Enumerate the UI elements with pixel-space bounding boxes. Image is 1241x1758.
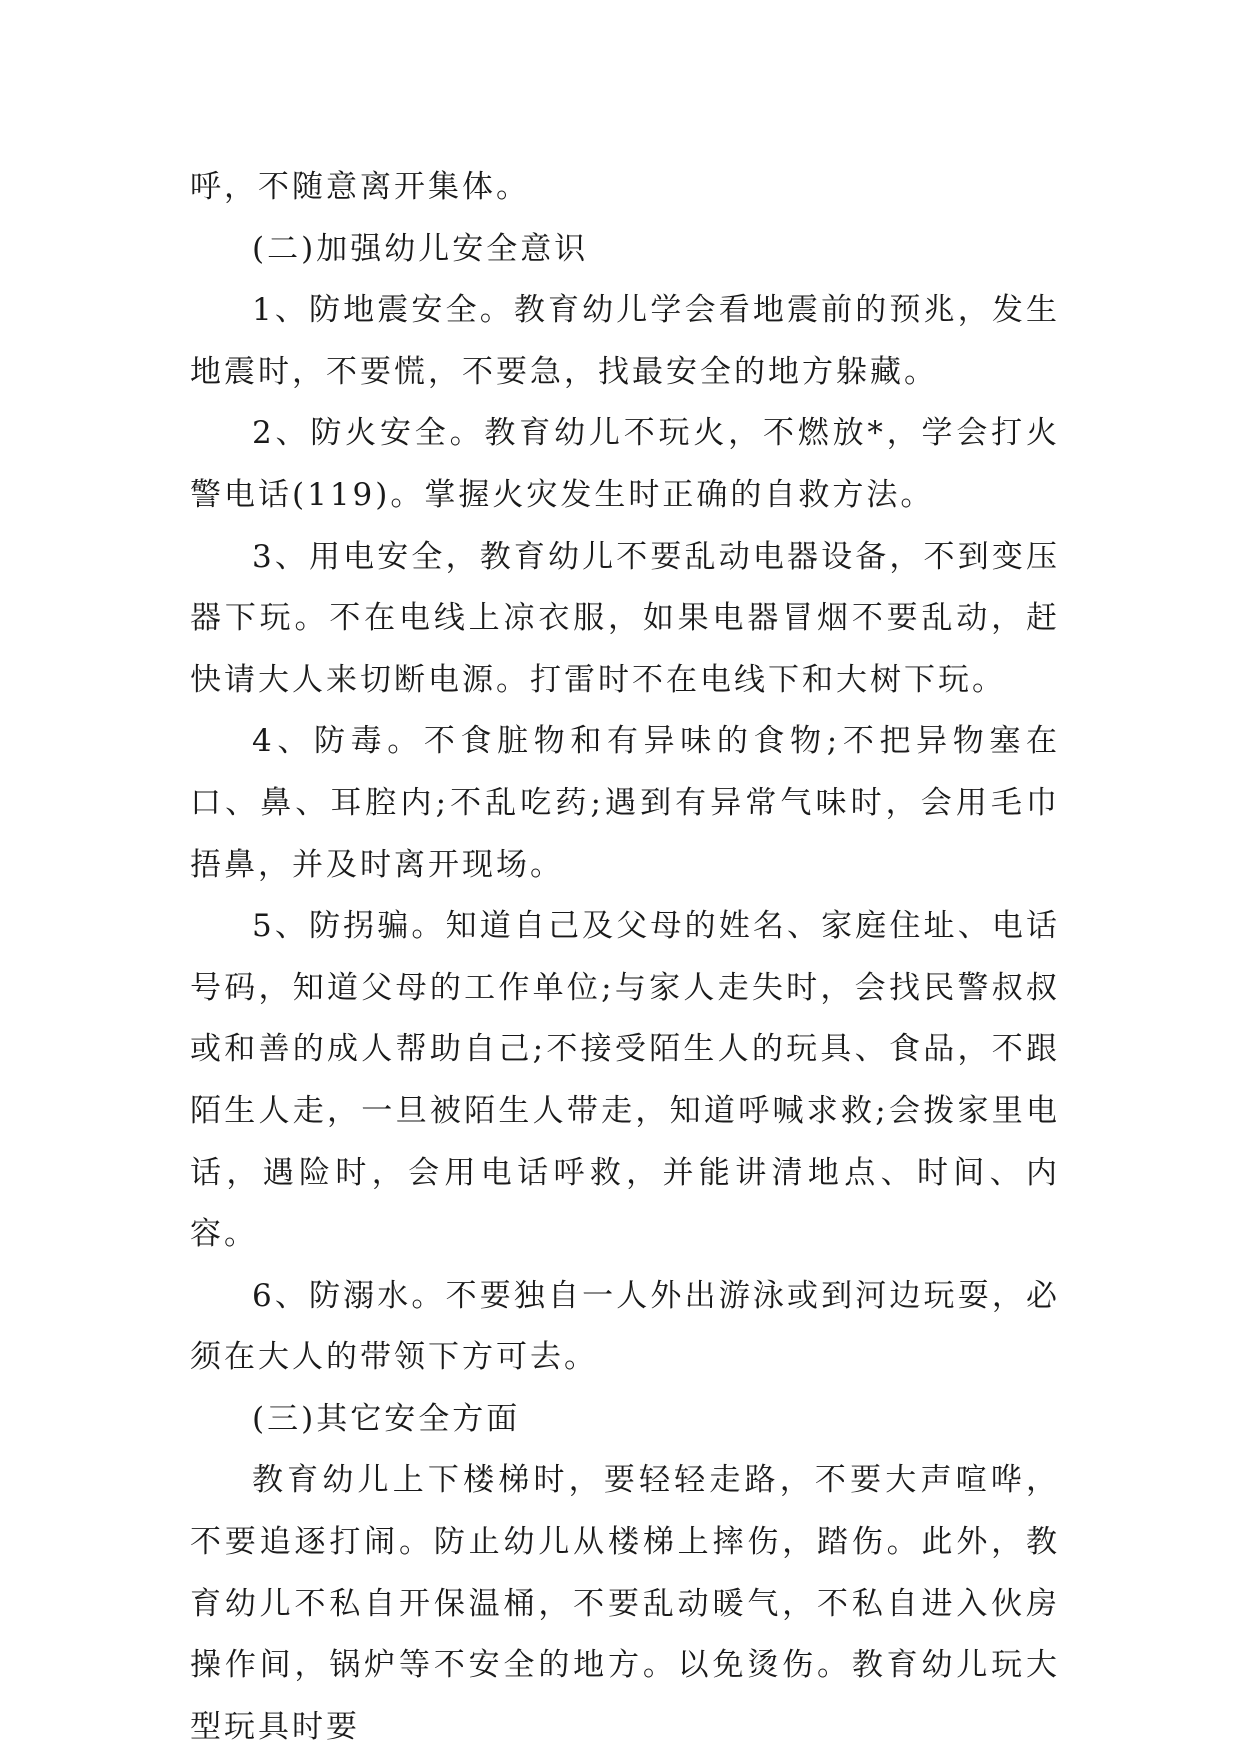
- paragraph-earthquake-safety: 1、防地震安全。教育幼儿学会看地震前的预兆，发生地震时，不要慌，不要急，找最安全的地方躲藏。: [190, 292, 1060, 390]
- document-body: [190, 157, 1060, 1758]
- paragraph-poison-safety: 4、防毒。不食脏物和有异味的食物;不把异物塞在口、鼻、耳腔内;不乱吃药;遇到有异常气味时，会用毛巾捂鼻，并及时离开现场。: [190, 723, 1060, 883]
- paragraph-other-safety: 教育幼儿上下楼梯时，要轻轻走路，不要大声喧哗，不要追逐打闹。防止幼儿从楼梯上摔伤，踏伤。此外，教育幼儿不私自开保温桶，不要乱动暖气，不私自进入伙房操作间，锅炉等不安全的地方。以免烫伤。教育幼儿玩大型玩具时要: [190, 1462, 1060, 1745]
- section-heading-3: (三)其它安全方面: [252, 1400, 521, 1437]
- paragraph-electrical-safety: 3、用电安全，教育幼儿不要乱动电器设备，不到变压器下玩。不在电线上凉衣服，如果电器冒烟不要乱动，赶快请大人来切断电源。打雷时不在电线下和大树下玩。: [190, 538, 1060, 698]
- paragraph-drowning-safety: 6、防溺水。不要独自一人外出游泳或到河边玩耍，必须在大人的带领下方可去。: [190, 1277, 1060, 1376]
- paragraph-abduction-safety: 5、防拐骗。知道自己及父母的姓名、家庭住址、电话号码，知道父母的工作单位;与家人走失时，会找民警叔叔或和善的成人帮助自己;不接受陌生人的玩具、食品，不跟陌生人走，一旦被陌生人带走，知道呼喊求救;会拨家里电话，遇险时，会用电话呼救，并能讲清地点、时间、内容。: [190, 908, 1060, 1253]
- section-heading-2: (二)加强幼儿安全意识: [252, 230, 589, 267]
- paragraph-continuation: 呼，不随意离开集体。: [190, 169, 530, 205]
- paragraph-fire-safety: 2、防火安全。教育幼儿不玩火，不燃放*，学会打火警电话(119)。掌握火灾发生时正确的自救方法。: [190, 415, 1060, 513]
